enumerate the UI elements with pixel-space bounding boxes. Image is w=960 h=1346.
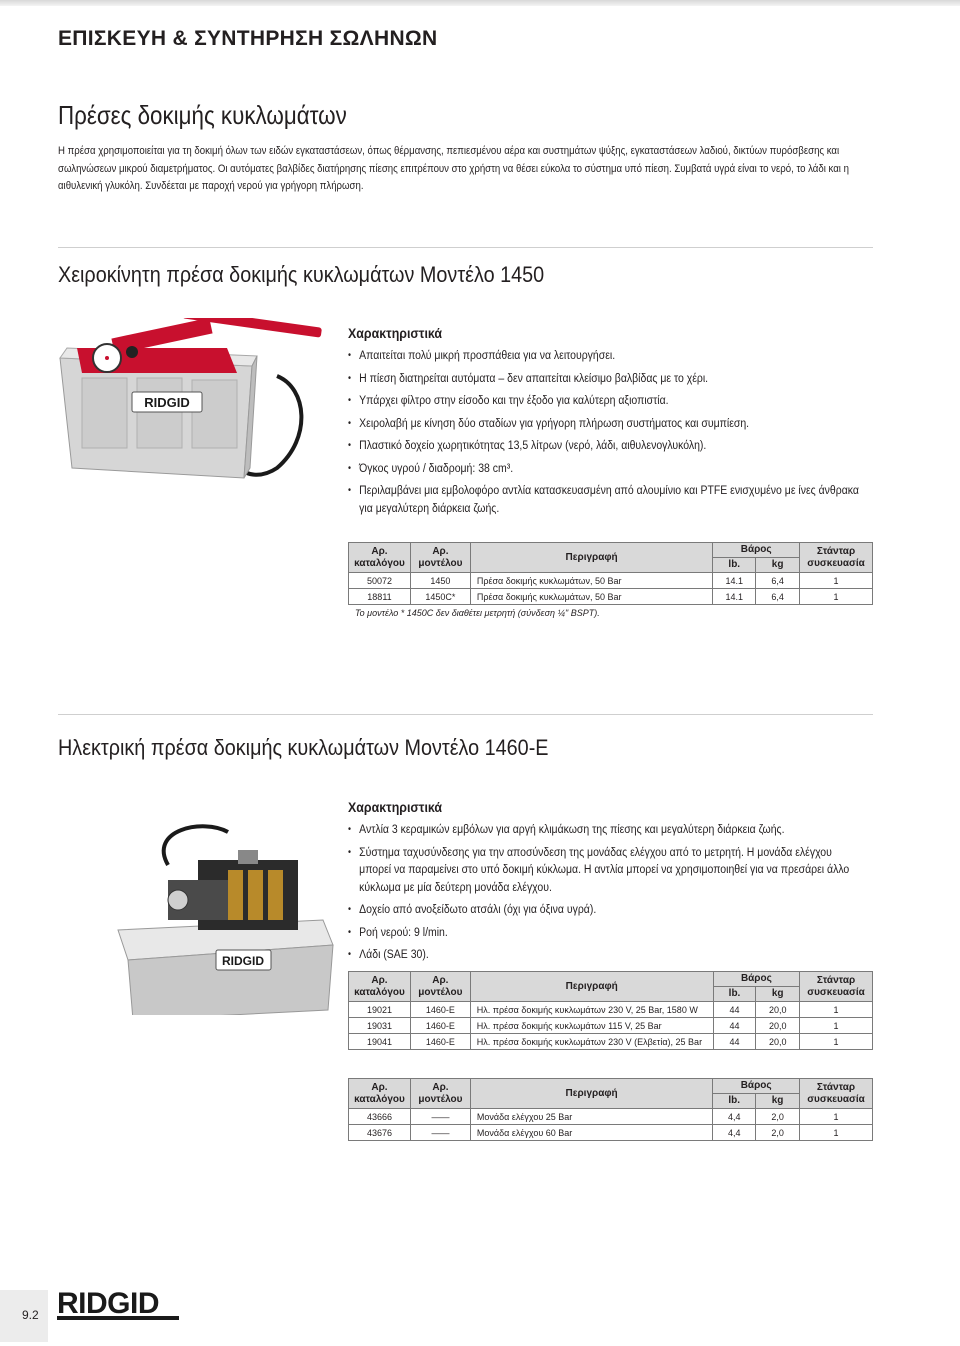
feature-item: • Περιλαμβάνει μια εμβολοφόρο αντλία κατασκευασμένη από αλουμίνιο και PTFE ενισχυμένο με ίνες άνθρακα για μεγαλύτερη διάρκεια ζωής. bbox=[348, 482, 864, 517]
col-header-weight: Βάρος bbox=[713, 972, 799, 987]
col-header-model: Αρ. μοντέλου bbox=[410, 1079, 470, 1109]
col-header-model: Αρ. μοντέλου bbox=[410, 972, 470, 1002]
features-title: Χαρακτηριστικά bbox=[348, 326, 443, 341]
manual-pump-image bbox=[52, 318, 342, 498]
divider bbox=[58, 247, 873, 248]
col-header-kg: kg bbox=[756, 1094, 800, 1109]
col-header-weight: Βάρος bbox=[713, 1079, 800, 1094]
cell-description: Ηλ. πρέσα δοκιμής κυκλωμάτων 115 V, 25 Bar bbox=[470, 1018, 713, 1034]
section-title: ΕΠΙΣΚΕΥΗ & ΣΥΝΤΗΡΗΣΗ ΣΩΛΗΝΩΝ bbox=[58, 27, 438, 50]
product-title-1450: Χειροκίνητη πρέσα δοκιμής κυκλωμάτων Μοντέλο 1450 bbox=[58, 262, 545, 287]
col-header-catalog: Αρ. καταλόγου bbox=[349, 543, 411, 573]
cell-kg: 6,4 bbox=[756, 589, 800, 605]
cell-description: Μονάδα ελέγχου 60 Bar bbox=[470, 1125, 712, 1141]
cell-description: Ηλ. πρέσα δοκιμής κυκλωμάτων 230 V, 25 Bar, 1580 W bbox=[470, 1002, 713, 1018]
cell-pack: 1 bbox=[800, 1018, 873, 1034]
feature-item: • Λάδι (SAE 30). bbox=[348, 946, 864, 964]
col-header-lb: lb. bbox=[713, 1094, 756, 1109]
cell-model: 1460-E bbox=[410, 1018, 470, 1034]
feature-item: • Η πίεση διατηρείται αυτόματα – δεν απαιτείται κλείσιμο βαλβίδας με το χέρι. bbox=[348, 370, 864, 388]
cell-pack: 1 bbox=[800, 1002, 873, 1018]
cell-lb: 44 bbox=[713, 1002, 756, 1018]
page-title: Πρέσες δοκιμής κυκλωμάτων bbox=[58, 100, 347, 130]
cell-catalog: 18811 bbox=[349, 589, 411, 605]
col-header-kg: kg bbox=[756, 558, 800, 573]
spec-table-1450 bbox=[348, 542, 873, 605]
table-row bbox=[349, 1125, 873, 1141]
feature-item: • Αντλία 3 κεραμικών εμβόλων για αργή κλιμάκωση της πίεσης και μεγαλύτερη διάρκεια ζωής. bbox=[348, 821, 864, 839]
cell-lb: 44 bbox=[713, 1034, 756, 1050]
table-note: Το μοντέλο * 1450C δεν διαθέτει μετρητή (σύνδεση ¼" BSPT). bbox=[355, 608, 600, 618]
cell-lb: 4,4 bbox=[713, 1109, 756, 1125]
table-row bbox=[349, 589, 873, 605]
col-header-lb: lb. bbox=[713, 558, 756, 573]
cell-model: —— bbox=[410, 1109, 470, 1125]
col-header-catalog: Αρ. καταλόγου bbox=[349, 1079, 411, 1109]
top-bar bbox=[0, 0, 960, 6]
svg-text:RIDGID: RIDGID bbox=[222, 954, 264, 968]
cell-model: 1450C* bbox=[410, 589, 470, 605]
product-title-1460e: Ηλεκτρική πρέσα δοκιμής κυκλωμάτων Μοντέλο 1460-E bbox=[58, 735, 549, 760]
feature-item: • Όγκος υγρού / διαδρομή: 38 cm³. bbox=[348, 460, 864, 478]
cell-catalog: 19031 bbox=[349, 1018, 411, 1034]
cell-pack: 1 bbox=[800, 1034, 873, 1050]
svg-text:RIDGID: RIDGID bbox=[144, 395, 190, 410]
divider bbox=[58, 714, 873, 715]
cell-kg: 20,0 bbox=[756, 1018, 800, 1034]
cell-lb: 14.1 bbox=[713, 589, 756, 605]
col-header-weight: Βάρος bbox=[713, 543, 800, 558]
features-list bbox=[348, 821, 864, 969]
cell-catalog: 43666 bbox=[349, 1109, 411, 1125]
electric-pump-image bbox=[108, 820, 338, 1015]
cell-model: 1460-E bbox=[410, 1034, 470, 1050]
cell-model: —— bbox=[410, 1125, 470, 1141]
col-header-description: Περιγραφή bbox=[470, 972, 713, 1002]
cell-description: Πρέσα δοκιμής κυκλωμάτων, 50 Bar bbox=[470, 589, 712, 605]
page-number: 9.2 bbox=[0, 1290, 48, 1342]
col-header-lb: lb. bbox=[713, 987, 756, 1002]
table-row bbox=[349, 573, 873, 589]
ridgid-logo bbox=[57, 1286, 179, 1327]
col-header-model: Αρ. μοντέλου bbox=[410, 543, 470, 573]
cell-catalog: 43676 bbox=[349, 1125, 411, 1141]
cell-description: Πρέσα δοκιμής κυκλωμάτων, 50 Bar bbox=[470, 573, 712, 589]
cell-catalog: 19021 bbox=[349, 1002, 411, 1018]
col-header-pack: Στάνταρ συσκευασία bbox=[800, 1079, 873, 1109]
features-list bbox=[348, 347, 864, 522]
cell-catalog: 19041 bbox=[349, 1034, 411, 1050]
cell-pack: 1 bbox=[800, 573, 873, 589]
cell-pack: 1 bbox=[800, 1109, 873, 1125]
feature-item: • Χειρολαβή με κίνηση δύο σταδίων για γρήγορη πλήρωση συστήματος και συμπίεση. bbox=[348, 415, 864, 433]
cell-model: 1460-E bbox=[410, 1002, 470, 1018]
table-row bbox=[349, 1002, 873, 1018]
cell-pack: 1 bbox=[800, 589, 873, 605]
cell-kg: 2,0 bbox=[756, 1109, 800, 1125]
cell-kg: 2,0 bbox=[756, 1125, 800, 1141]
col-header-pack: Στάνταρ συσκευασία bbox=[800, 972, 873, 1002]
cell-lb: 4,4 bbox=[713, 1125, 756, 1141]
table-row bbox=[349, 1018, 873, 1034]
cell-catalog: 50072 bbox=[349, 573, 411, 589]
cell-pack: 1 bbox=[800, 1125, 873, 1141]
spec-table-1460e bbox=[348, 971, 873, 1050]
col-header-kg: kg bbox=[756, 987, 800, 1002]
feature-item: • Σύστημα ταχυσύνδεσης για την αποσύνδεση της μονάδας ελέγχου από το μετρητή. Η μονάδα ελέγχου μπορεί να παραμείνει στο υπό δοκιμή κύκλωμα. Η αντλία μπορεί να χρησιμοποιηθεί για να πρεσάρει άλλο κύκλωμα με μία δεύτερη μονάδα ελέγχου. bbox=[348, 844, 864, 897]
feature-item: • Πλαστικό δοχείο χωρητικότητας 13,5 λίτρων (νερό, λάδι, αιθυλενογλυκόλη). bbox=[348, 437, 864, 455]
col-header-description: Περιγραφή bbox=[470, 1079, 712, 1109]
cell-kg: 20,0 bbox=[756, 1034, 800, 1050]
feature-item: • Απαιτείται πολύ μικρή προσπάθεια για να λειτουργήσει. bbox=[348, 347, 864, 365]
spec-table-control-units bbox=[348, 1078, 873, 1141]
feature-item: • Δοχείο από ανοξείδωτο ατσάλι (όχι για όξινα υγρά). bbox=[348, 901, 864, 919]
table-row bbox=[349, 1034, 873, 1050]
svg-text:RIDGID: RIDGID bbox=[57, 1287, 159, 1320]
cell-kg: 6,4 bbox=[756, 573, 800, 589]
col-header-description: Περιγραφή bbox=[470, 543, 712, 573]
cell-lb: 44 bbox=[713, 1018, 756, 1034]
cell-lb: 14.1 bbox=[713, 573, 756, 589]
feature-item: • Υπάρχει φίλτρο στην είσοδο και την έξοδο για καλύτερη αξιοπιστία. bbox=[348, 392, 864, 410]
col-header-pack: Στάνταρ συσκευασία bbox=[800, 543, 873, 573]
features-title: Χαρακτηριστικά bbox=[348, 800, 443, 815]
cell-model: 1450 bbox=[410, 573, 470, 589]
cell-description: Μονάδα ελέγχου 25 Bar bbox=[470, 1109, 712, 1125]
cell-kg: 20,0 bbox=[756, 1002, 800, 1018]
cell-description: Ηλ. πρέσα δοκιμής κυκλωμάτων 230 V (Ελβετία), 25 Bar bbox=[470, 1034, 713, 1050]
col-header-catalog: Αρ. καταλόγου bbox=[349, 972, 411, 1002]
feature-item: • Ροή νερού: 9 l/min. bbox=[348, 924, 864, 942]
intro-paragraph: Η πρέσα χρησιμοποιείται για τη δοκιμή όλων των ειδών εγκαταστάσεων, όπως θέρμανσης, πεπιεσμένου αέρα και συστημάτων ψύξης, εγκαταστάσεων λαδιού, δικτύων πυρόσβεσης και σωληνώσεων μικρού διαμετρήματος. Οι αυτόματες βαλβίδες διατήρησης πίεσης επιτρέπουν στο χρήστη να θέσει εύκολα το σύστημα υπό πίεση. Συμβατά υγρά είναι το νερό, το λάδι και η αιθυλενική γλυκόλη. Συνδέεται με παροχή νερού για γρήγορη πλήρωση. bbox=[58, 145, 849, 192]
table-row bbox=[349, 1109, 873, 1125]
